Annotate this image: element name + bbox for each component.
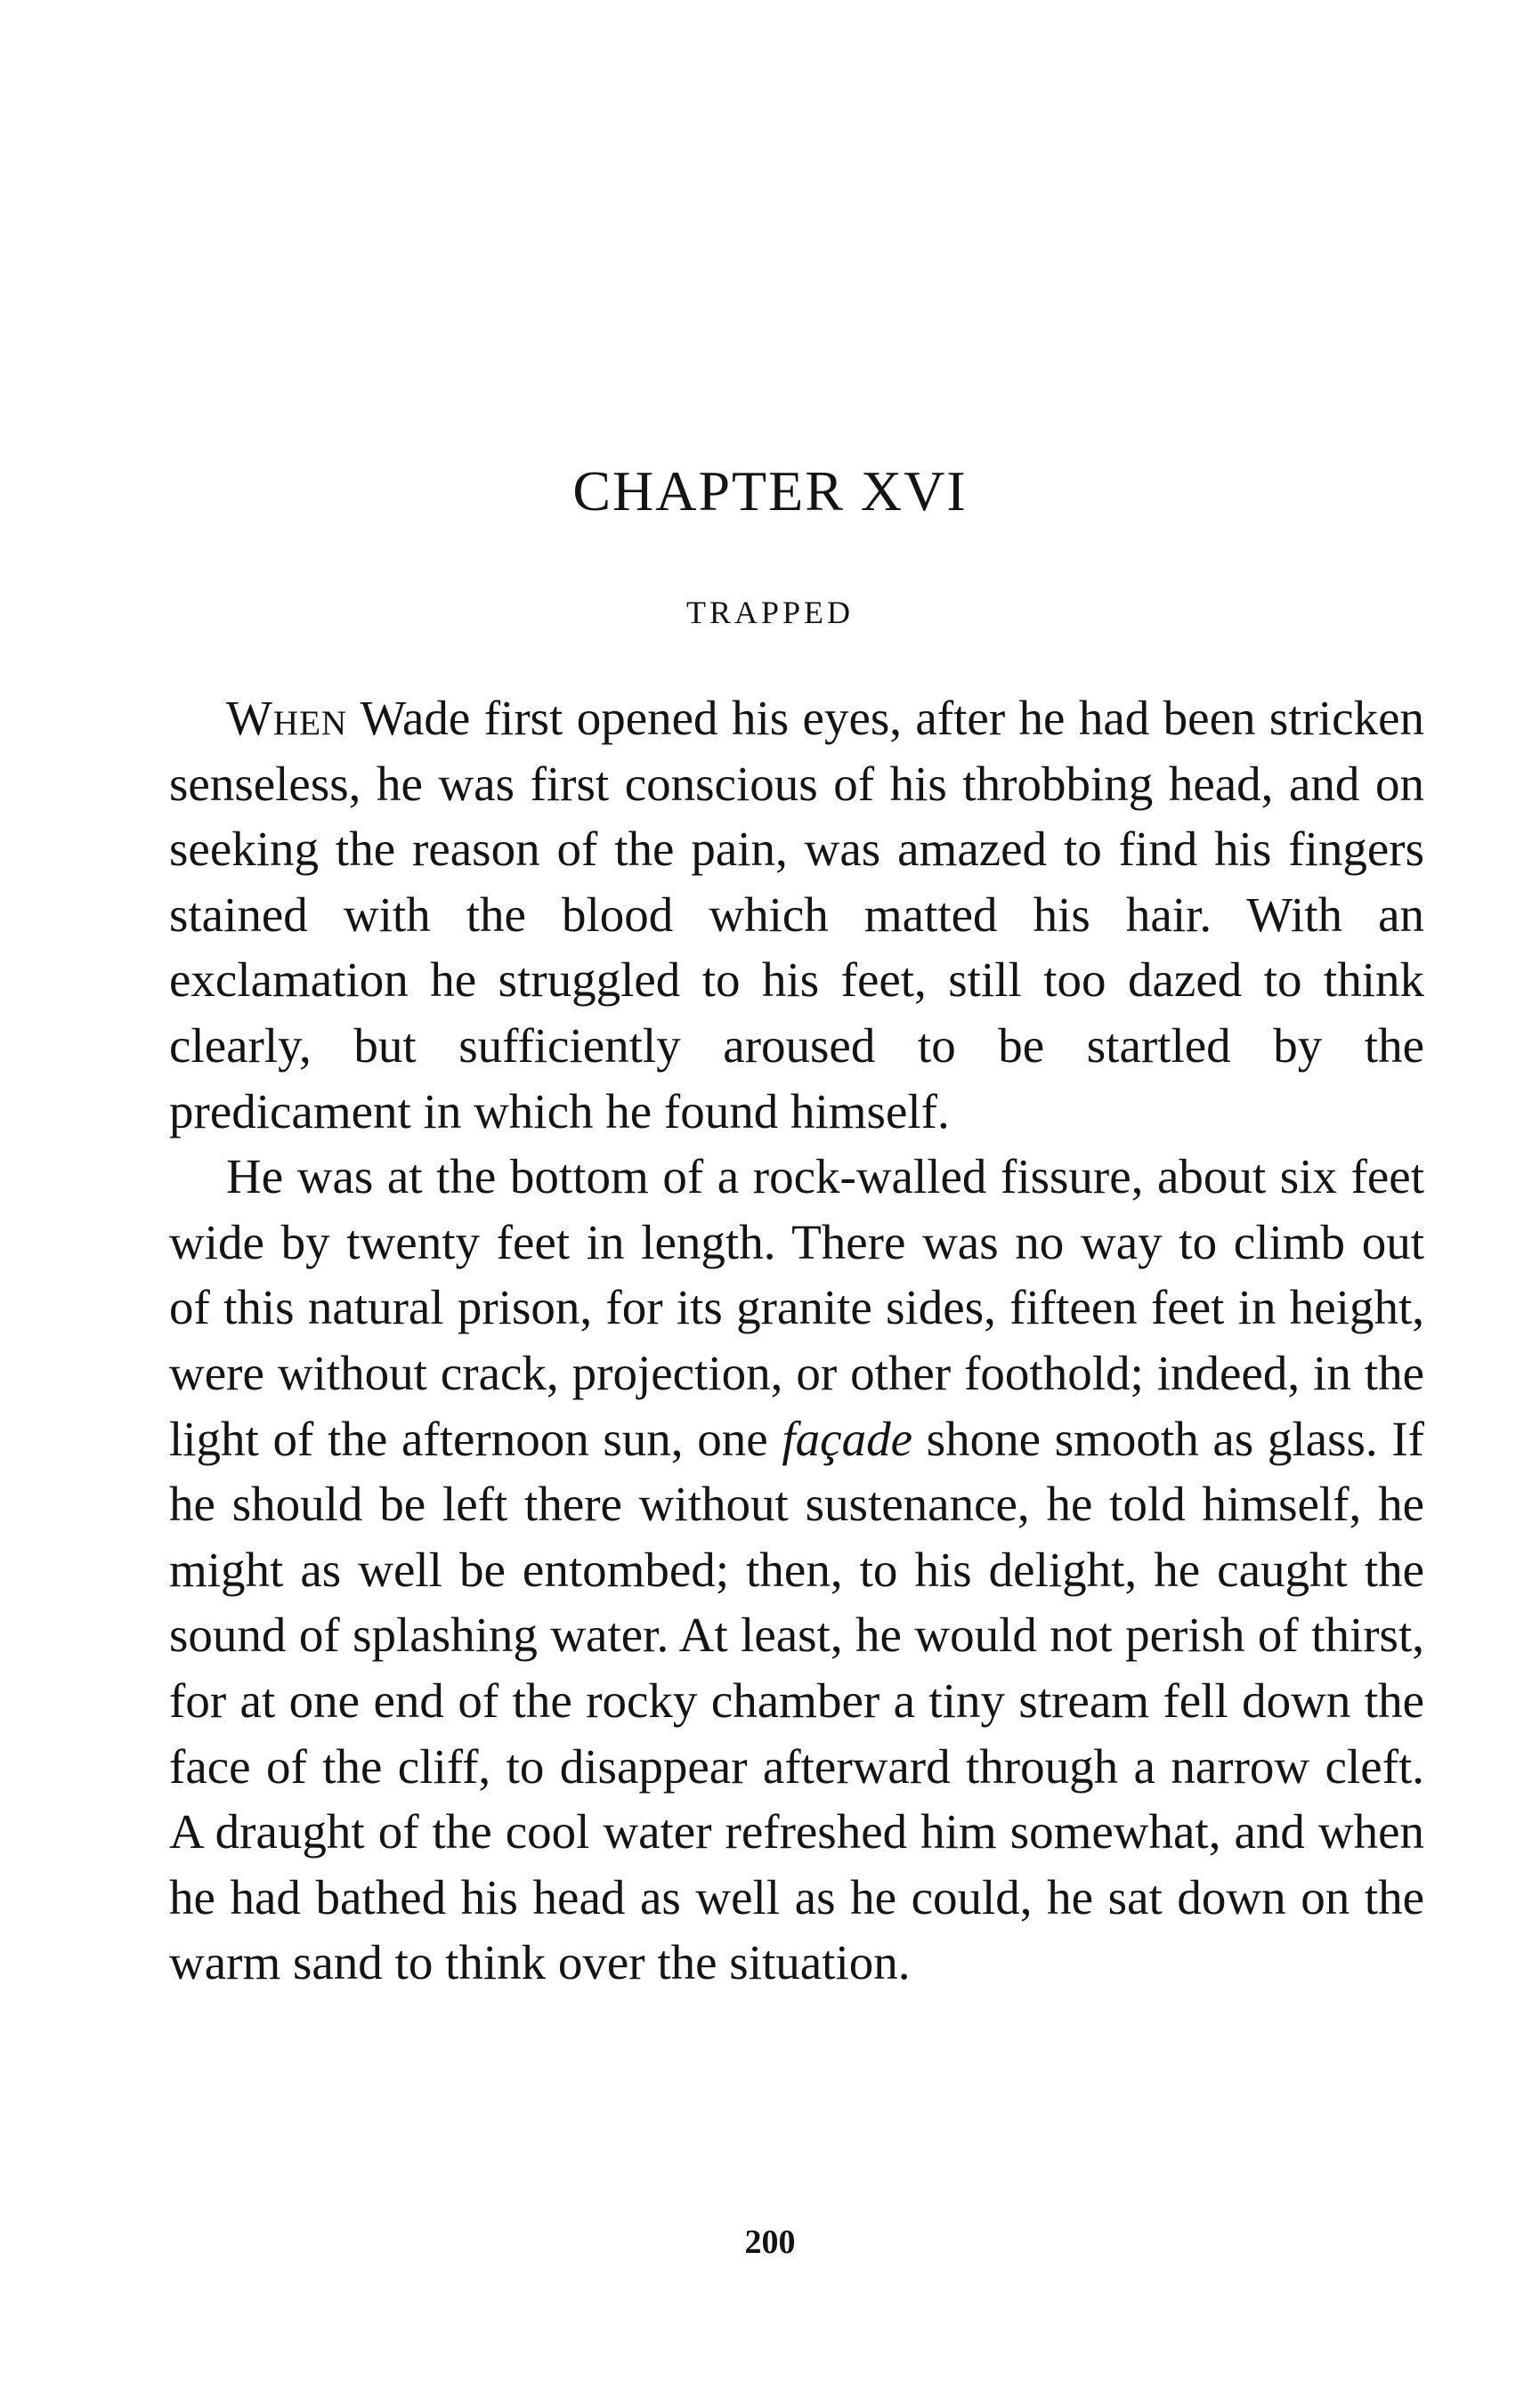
paragraph-1	[169, 685, 1424, 1144]
body-text	[169, 685, 1424, 1996]
paragraph-1-text: Wade first opened his eyes, after he had been stricken senseless, he was first conscious of his throbbing head, and on seeking the reason of the pain, was amazed to find his fingers stained with the blood which matted his hair. With an exclamation he struggled to his feet, still too dazed to think clearly, but sufficiently aroused to be startled by the predicament in which he found himself.	[169, 691, 1424, 1138]
chapter-number: CHAPTER XVI	[572, 459, 968, 523]
page-number: 200	[744, 2224, 796, 2261]
paragraph-2-text-before: He was at the bottom of a rock-walled fissure, about six feet wide by twenty feet in length. There was no way to climb out of this natural prison, for its granite sides, fifteen feet in height, were without crack, projection, or other foothold; indeed, in the light of the afternoon sun, one	[169, 1149, 1424, 1466]
paragraph-lead-word: When	[226, 691, 348, 745]
chapter-title: TRAPPED	[685, 595, 855, 630]
paragraph-2-text-after: shone smooth as glass. If he should be left there without sustenance, he told himself, he might as well be entombed; then, to his delight, he caught the sound of splashing water. At least, he would not perish of thirst, for at one end of the rocky chamber a tiny stream fell down the face of the cliff, to disappear afterward through a narrow cleft. A draught of the cool water refreshed him somewhat, and when he had bathed his head as well as he could, he sat down on the warm sand to think over the situation.	[169, 1411, 1424, 1990]
paragraph-2	[169, 1144, 1424, 1996]
italic-word: façade	[782, 1411, 912, 1466]
